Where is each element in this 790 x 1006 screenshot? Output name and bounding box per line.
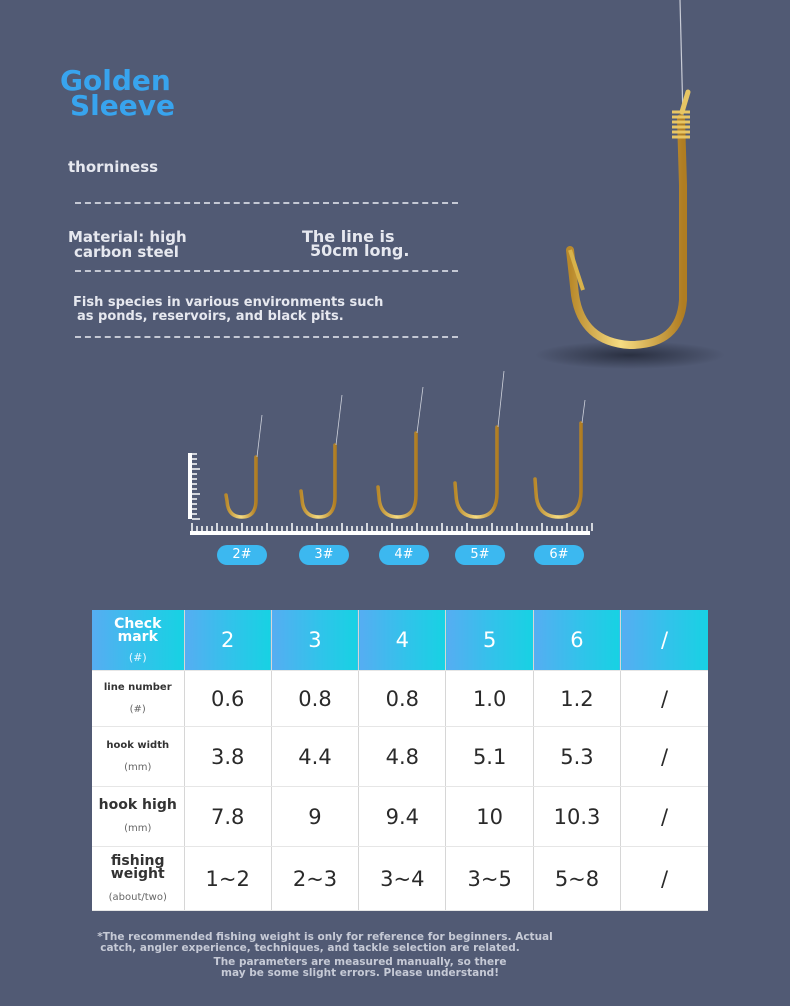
size-pill-4: 4# <box>379 545 429 565</box>
table-cell: 0.8 <box>271 671 358 727</box>
divider <box>75 202 458 204</box>
table-cell: 7.8 <box>184 787 271 847</box>
row-label-text: hook high <box>98 797 177 813</box>
table-cell: 1~2 <box>184 847 271 911</box>
table-cell: 10.3 <box>533 787 620 847</box>
table-cell: 2 <box>184 610 271 671</box>
table-cell: 3.8 <box>184 727 271 787</box>
row-unit-text: (#) <box>129 703 146 715</box>
table-cell: 2~3 <box>271 847 358 911</box>
table-cell: 5~8 <box>533 847 620 911</box>
table-cell: 10 <box>446 787 533 847</box>
row-label-text: fishing weight <box>110 852 165 882</box>
divider <box>75 270 458 272</box>
table-cell: 5.3 <box>533 727 620 787</box>
size-pill-2: 2# <box>217 545 267 565</box>
note-measured-2: may be some slight errors. Please understand! <box>221 967 499 979</box>
table-cell: 3 <box>271 610 358 671</box>
table-row <box>92 671 708 727</box>
brand-title <box>60 64 175 122</box>
table-row <box>92 847 708 911</box>
size-pill-3: 3# <box>299 545 349 565</box>
thorniness-label: thorniness <box>68 158 159 176</box>
row-unit-text: (mm) <box>124 823 152 834</box>
title-line-2: Sleeve <box>70 89 175 122</box>
table-cell: 0.8 <box>359 671 446 727</box>
row-label <box>92 610 184 671</box>
species-line-1: Fish species in various environments such <box>73 295 384 310</box>
table-cell: 0.6 <box>184 671 271 727</box>
table-cell: 4.4 <box>271 727 358 787</box>
table-cell: 5 <box>446 610 533 671</box>
row-label <box>92 787 184 847</box>
row-label-text: Check mark <box>114 615 162 645</box>
row-unit-text: (about/two) <box>108 891 167 903</box>
table-cell: 9.4 <box>359 787 446 847</box>
table-cell: 9 <box>271 787 358 847</box>
note-recommendation-2: catch, angler experience, techniques, and tackle selection are related. <box>100 942 520 954</box>
row-label-text: line number <box>103 681 172 693</box>
line-length-line-1: The line is <box>302 227 395 246</box>
table-cell: 4.8 <box>359 727 446 787</box>
table-cell: 1.0 <box>446 671 533 727</box>
table-cell: 3~4 <box>359 847 446 911</box>
table-cell: / <box>621 610 708 671</box>
table-cell: 5.1 <box>446 727 533 787</box>
hook-size-comparison-icon <box>180 365 600 545</box>
size-pill-5: 5# <box>455 545 505 565</box>
table-cell: / <box>621 787 708 847</box>
title-line-1: Golden <box>60 64 171 97</box>
golden-fishing-hook-icon <box>520 0 740 380</box>
table-cell: 6 <box>533 610 620 671</box>
table-cell: / <box>621 671 708 727</box>
divider <box>75 336 458 338</box>
material-line-2: carbon steel <box>74 243 179 261</box>
note-measured-1: The parameters are measured manually, so there <box>213 956 507 968</box>
table-cell: 4 <box>359 610 446 671</box>
species-line-2: as ponds, reservoirs, and black pits. <box>77 309 344 324</box>
table-cell: 1.2 <box>533 671 620 727</box>
table-row <box>92 727 708 787</box>
table-row <box>92 787 708 847</box>
table-header-row <box>92 610 708 671</box>
row-label-text: hook width <box>106 739 170 751</box>
row-unit-text: (#) <box>128 650 147 664</box>
row-label <box>92 847 184 911</box>
material-line-1: Material: high <box>68 228 187 246</box>
row-label <box>92 671 184 727</box>
row-label <box>92 727 184 787</box>
row-unit-text: (mm) <box>124 761 152 773</box>
ruler-icon <box>188 453 590 535</box>
table-cell: / <box>621 847 708 911</box>
table-cell: 3~5 <box>446 847 533 911</box>
size-pill-6: 6# <box>534 545 584 565</box>
line-length-line-2: 50cm long. <box>310 241 410 260</box>
table-cell: / <box>621 727 708 787</box>
note-recommendation-1: *The recommended fishing weight is only for reference for beginners. Actual <box>97 931 553 943</box>
spec-table <box>92 610 708 911</box>
